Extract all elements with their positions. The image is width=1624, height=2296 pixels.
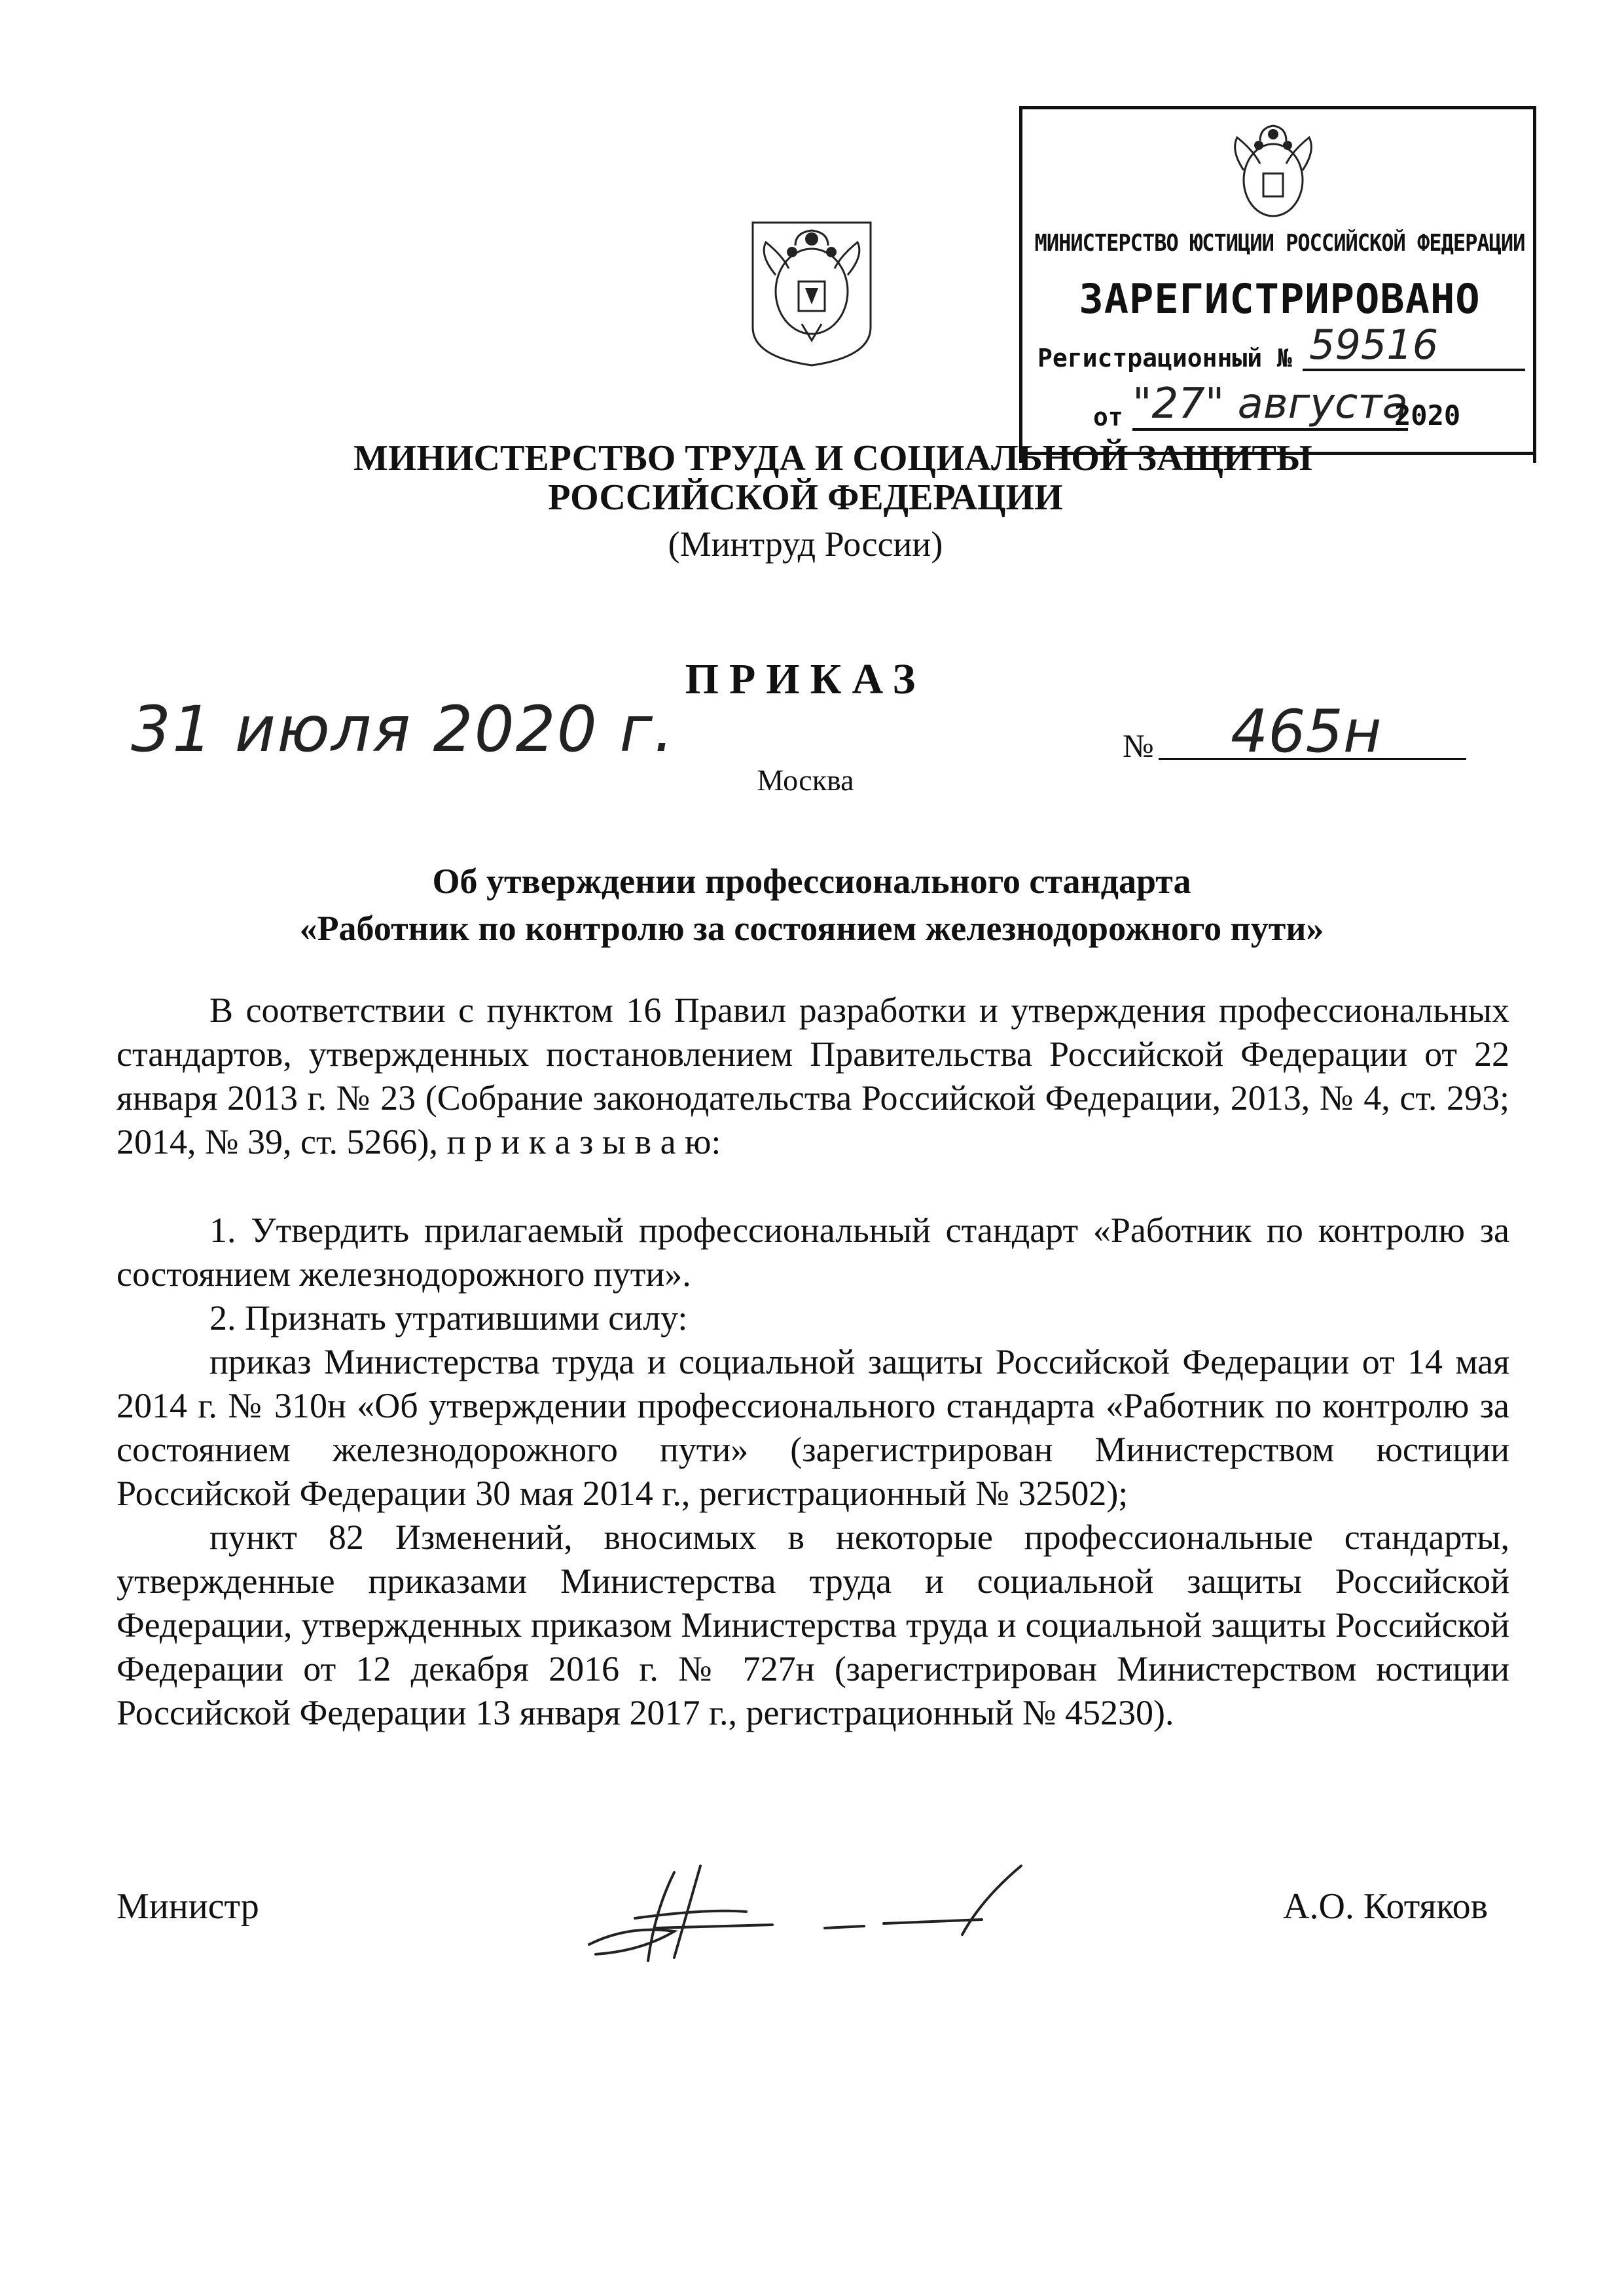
ministry-short-name: (Минтруд России) xyxy=(668,524,943,564)
stamp-date-value: "27" августа xyxy=(1132,380,1408,431)
handwritten-signature xyxy=(576,1846,1047,1977)
paragraph-repeal2: пункт 82 Изменений, вносимых в некоторые профессиональные стандарты, утвержденные приказами Министерства труда и социальной защиты Российской Федерации, утвержденных приказом Министерства труда и социальной защиты Российской Федерации от 12 декабря 2016 г. № 727н (зарегистрирован Министерством юстиции Российской Федерации 13 января 2017 г., регистрационный № 45230). xyxy=(117,1518,1509,1732)
subject-line1: Об утверждении профессионального стандарта xyxy=(432,862,1191,901)
paragraph-repeal1: приказ Министерства труда и социальной защиты Российской Федерации от 14 мая 2014 г. № 310н «Об утверждении профессионального стандарта «Работник по контролю за состоянием железнодорожного пути» (зарегистрирован Министерством юстиции Российской Федерации 30 мая 2014 г., регистрационный № 32502); xyxy=(117,1342,1509,1513)
document-title: ПРИКАЗ xyxy=(685,655,926,703)
stamp-status: ЗАРЕГИСТРИРОВАНО xyxy=(1079,275,1481,323)
order-number: 465н xyxy=(1231,697,1382,766)
order-subject xyxy=(131,858,1492,952)
paragraph-item2: 2. Признать утратившими силу: xyxy=(209,1298,688,1338)
signer-position: Министр xyxy=(117,1886,259,1927)
stamp-year: 2020 xyxy=(1394,399,1461,431)
order-number-sign: № xyxy=(1123,727,1154,764)
paragraph-intro: В соответствии с пунктом 16 Правил разработки и утверждения профессиональных стандартов, утвержденных постановлением Правительства Российской Федерации от 22 января 2013 г. № 23 (Собрание законодательства Российской Федерации, 2013, № 4, ст. 293; 2014, № 39, ст. 5266), п р и к а з ы в а ю: xyxy=(117,991,1509,1161)
stamp-registration-label: Регистрационный № xyxy=(1038,344,1292,373)
signer-name: А.О. Котяков xyxy=(1283,1886,1489,1927)
stamp-coat-of-arms-icon xyxy=(1227,118,1319,229)
stamp-date-label: от xyxy=(1093,403,1123,431)
paragraph-item1: 1. Утвердить прилагаемый профессиональный стандарт «Работник по контролю за состоянием железнодорожного пути». xyxy=(117,1211,1509,1294)
order-city: Москва xyxy=(757,763,854,797)
subject-line2: «Работник по контролю за состоянием железнодорожного пути» xyxy=(299,909,1324,948)
order-date: 31 июля 2020 г. xyxy=(131,693,676,766)
coat-of-arms-icon xyxy=(746,216,877,367)
ministry-name-line1: МИНИСТЕРСТВО ТРУДА И СОЦИАЛЬНОЙ ЗАЩИТЫ xyxy=(353,438,1312,479)
ministry-name-line2: РОССИЙСКОЙ ФЕДЕРАЦИИ xyxy=(548,477,1063,518)
stamp-registration-number: 59516 xyxy=(1303,321,1525,371)
stamp-organization: МИНИСТЕРСТВО ЮСТИЦИИ РОССИЙСКОЙ ФЕДЕРАЦИИ xyxy=(1034,229,1525,257)
